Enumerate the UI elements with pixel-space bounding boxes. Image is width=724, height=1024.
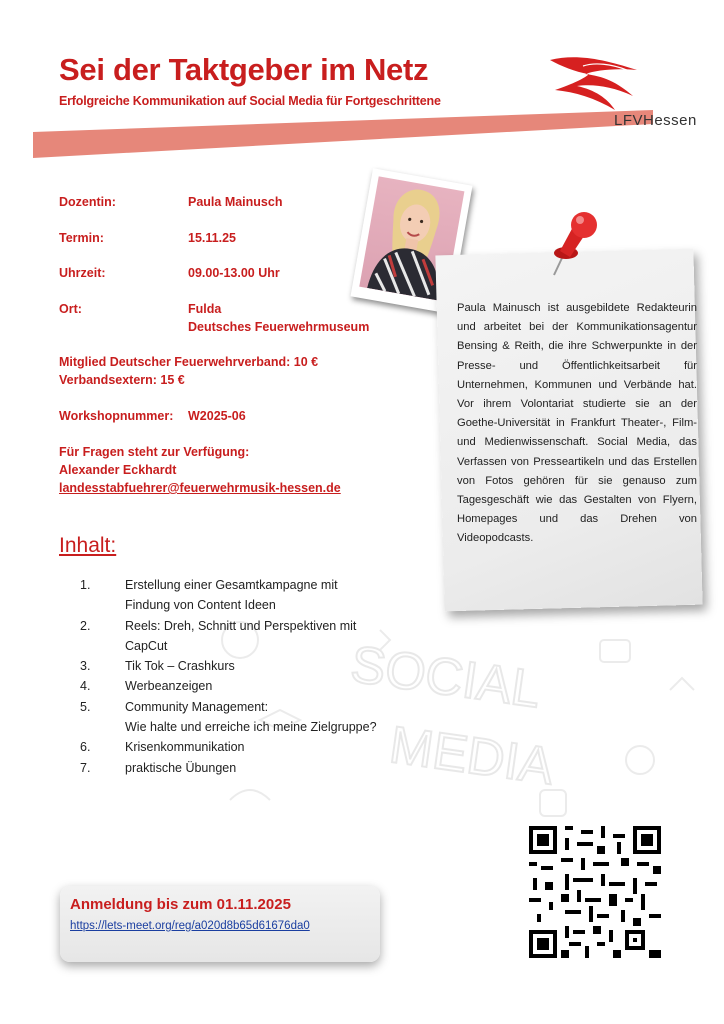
content-list <box>80 575 420 778</box>
dozentin-label: Dozentin: <box>59 195 116 209</box>
lfv-logo-icon <box>545 52 640 112</box>
list-item-text-cont: Wie halte und erreiche ich meine Zielgruppe? <box>125 720 377 735</box>
list-item-number: 1. <box>80 578 91 592</box>
content-heading: Inhalt: <box>59 534 117 557</box>
page-subtitle: Erfolgreiche Kommunikation auf Social Media für Fortgeschrittene <box>59 94 441 108</box>
list-item-text: Reels: Dreh, Schnitt und Perspektiven mit <box>125 618 357 633</box>
list-item <box>80 575 420 616</box>
termin-value: 15.11.25 <box>188 231 236 245</box>
list-item-text: Community Management: <box>125 699 269 714</box>
price-member: Mitglied Deutscher Feuerwehrverband: 10 € <box>59 355 319 369</box>
list-item <box>80 656 420 676</box>
contact-email-link[interactable]: landesstabfuehrer@feuerwehrmusik-hessen.de <box>59 481 341 495</box>
termin-label: Termin: <box>59 231 104 245</box>
list-item <box>80 737 420 757</box>
list-item-number: 4. <box>80 679 91 694</box>
list-item <box>80 758 420 778</box>
watermark-line-2: MEDIA <box>386 715 558 797</box>
price-external: Verbandsextern: 15 € <box>59 373 185 387</box>
signup-deadline: Anmeldung bis zum 01.11.2025 <box>70 896 291 913</box>
list-item-text: Krisenkommunikation <box>125 740 245 755</box>
list-item-text: Werbeanzeigen <box>125 679 213 694</box>
list-item-number: 3. <box>80 659 91 674</box>
qr-code[interactable] <box>529 826 661 958</box>
watermark-line-1: SOCIAL <box>347 635 545 720</box>
list-item-text: praktische Übungen <box>125 760 237 775</box>
bio-text: Paula Mainusch ist ausgebildete Redakteurin und arbeitet bei der Kommunikationsagentur Bensing & Reith, die ihre Schwerpunkte in der Presse- und Öffentlichkeitsarbeit für Unternehmen, Kommunen und Verbände hat. Vor ihrem Volontariat studierte sie an der Goethe-Universität in Frankfurt Theater-, Film- und Medienwissenschaft. Social Media, das Verfassen von Presseartikeln und das Erstellen von Fotos gehören für sie genauso zum Tagesgeschäft wie das Gestalten von Flyern, Homepages und das Drehen von Videopodcasts. <box>457 302 697 545</box>
list-item <box>80 697 420 738</box>
list-item-text: Tik Tok – Crashkurs <box>125 659 235 674</box>
ort-label: Ort: <box>59 302 82 316</box>
list-item <box>80 616 420 657</box>
list-item-number: 2. <box>80 618 91 633</box>
push-pin-icon <box>540 203 610 278</box>
signup-link[interactable]: https://lets-meet.org/reg/a020d8b65d61676da0 <box>70 920 310 932</box>
list-item-number: 5. <box>80 699 91 714</box>
page-title: Sei der Taktgeber im Netz <box>59 52 429 87</box>
workshop-label: Workshopnummer: <box>59 409 174 423</box>
ort-value-city: Fulda <box>188 302 222 316</box>
list-item-text-cont: CapCut <box>125 638 168 653</box>
ort-value-venue: Deutsches Feuerwehrmuseum <box>188 320 370 334</box>
dozentin-value: Paula Mainusch <box>188 195 283 209</box>
header-banner-stripe <box>33 110 653 160</box>
workshop-value: W2025-06 <box>188 409 246 423</box>
contact-name: Alexander Eckhardt <box>59 463 177 477</box>
list-item-text: Erstellung einer Gesamtkampagne mit <box>125 578 338 592</box>
list-item-number: 7. <box>80 760 91 775</box>
uhrzeit-label: Uhrzeit: <box>59 266 106 280</box>
uhrzeit-value: 09.00-13.00 Uhr <box>188 266 280 280</box>
contact-intro: Für Fragen steht zur Verfügung: <box>59 445 250 459</box>
list-item-number: 6. <box>80 740 91 755</box>
lfv-logo-text: LFVHessen <box>614 112 697 129</box>
list-item-text-cont: Findung von Content Ideen <box>125 598 276 613</box>
list-item <box>80 676 420 696</box>
